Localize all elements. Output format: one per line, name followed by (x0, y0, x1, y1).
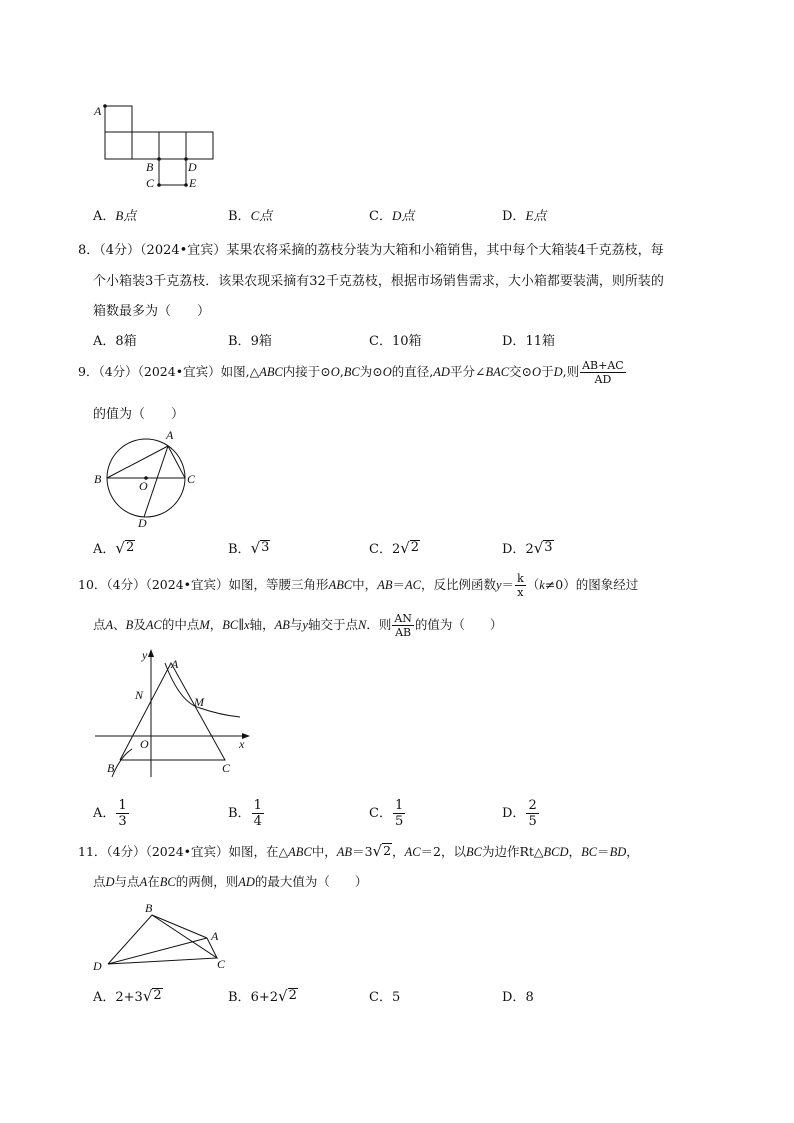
q11-triangle-figure (90, 898, 235, 978)
q8-score: （4分）（2024•宜宾） (99, 243, 227, 258)
q10-option-c[interactable]: C． $\frac{1}{5}$ (369, 798, 404, 829)
q10-label-m: M (194, 695, 204, 709)
q11-label-c: C (217, 957, 226, 971)
q10-stem-line1: 10．（4分）（2024•宜宾）如图，等腰三角形ABC中，AB＝AC，反比例函数y＝ $\frac{k}{x}$ （k≠0）的图象经过 (78, 572, 639, 599)
q9-label-o: O (139, 479, 148, 493)
q10-ratio-fraction: $\frac{AN}{AB}$ (394, 612, 412, 639)
q7-label-c: C (146, 176, 155, 190)
q9-label-a: A (166, 428, 174, 442)
q7-option-d[interactable]: D．E点 (502, 208, 547, 224)
q11-label-a: A (211, 929, 219, 943)
q8-number: 8． (78, 243, 100, 258)
q11-stem-line1: 11．（4分）（2024•宜宾）如图，在△ABC中，AB＝3 √ 2 ，AC＝2，以BC为边作Rt△BCD，BC＝BD， (78, 842, 639, 860)
q7-option-a[interactable]: A．B点 (93, 208, 137, 224)
q9-label-b: B (94, 472, 102, 486)
q9-stem-line2: 的值为（ ） (93, 407, 185, 422)
q7-label-e: E (189, 176, 197, 190)
q10-label-c: C (222, 761, 231, 775)
q9-label-c: C (187, 472, 196, 486)
q9-label-d: D (138, 516, 147, 530)
q7-option-b[interactable]: B．C点 (228, 208, 273, 224)
q9-option-a[interactable]: A． √ 2 (93, 539, 135, 557)
q8-stem-line2: 个小箱装3千克荔枝．该果农现采摘有32千克荔枝，根据市场销售需求，大小箱都要装满，则所装的 (93, 274, 664, 289)
q10-option-b[interactable]: B． $\frac{1}{4}$ (228, 798, 262, 829)
q7-label-a: A (94, 104, 102, 118)
q7-grid-figure (88, 98, 228, 193)
q10-option-a[interactable]: A． $\frac{1}{3}$ (93, 798, 127, 829)
q11-label-b: B (145, 901, 153, 915)
q7-option-c[interactable]: C．D点 (369, 208, 415, 224)
q8-option-a[interactable]: A．8箱 (93, 334, 137, 349)
q9-stem-line1: 9．（4分）（2024•宜宾）如图,△ABC内接于⊙O,BC为⊙O的直径,AD平分∠BAC交⊙O于D,则 $\frac{AB+AC}{AD}$ (78, 359, 624, 386)
q7-label-d: D (188, 160, 197, 174)
q10-label-x: x (239, 737, 245, 751)
q10-label-y: y (142, 648, 148, 662)
q9-fraction: $\frac{AB+AC}{AD}$ (582, 359, 624, 386)
q7-label-b: B (146, 160, 154, 174)
q9-option-c[interactable]: C．2 √ 2 (369, 539, 420, 557)
q11-stem-line2: 点D与点A在BC的两侧，则AD的最大值为（ ） (93, 874, 368, 889)
q11-label-d: D (93, 959, 102, 973)
q10-stem-line2: 点A、B及AC的中点M，BC∥x轴，AB与y轴交于点N．则 $\frac{AN}{AB}$ 的值为（ ） (93, 612, 503, 639)
q10-label-n: N (135, 688, 144, 702)
q10-label-b: B (107, 761, 115, 775)
q8-stem-line1: 8．（4分）（2024•宜宾）某果农将采摘的荔枝分装为大箱和小箱销售，其中每个大箱装4千克荔枝，每 (78, 243, 664, 258)
q10-label-a: A (171, 657, 179, 671)
q11-option-d[interactable]: D．8 (502, 990, 534, 1005)
q9-option-d[interactable]: D．2 √ 3 (502, 539, 553, 557)
q10-function-fraction: $\frac{k}{x}$ (517, 572, 524, 599)
q11-option-c[interactable]: C．5 (369, 990, 401, 1005)
q8-stem-line3: 箱数最多为（ ） (93, 304, 211, 319)
q9-circle-figure (88, 425, 203, 530)
q10-graph-figure (90, 645, 255, 780)
q9-option-b[interactable]: B． √ 3 (228, 539, 270, 557)
q10-label-o: O (140, 737, 149, 751)
q8-option-d[interactable]: D．11箱 (502, 334, 555, 349)
q8-option-c[interactable]: C．10箱 (369, 334, 422, 349)
q11-option-a[interactable]: A．2+3 √ 2 (93, 987, 162, 1005)
q8-option-b[interactable]: B．9箱 (228, 334, 272, 349)
q10-option-d[interactable]: D． $\frac{2}{5}$ (502, 798, 537, 829)
q11-option-b[interactable]: B．6+2 √ 2 (228, 987, 297, 1005)
